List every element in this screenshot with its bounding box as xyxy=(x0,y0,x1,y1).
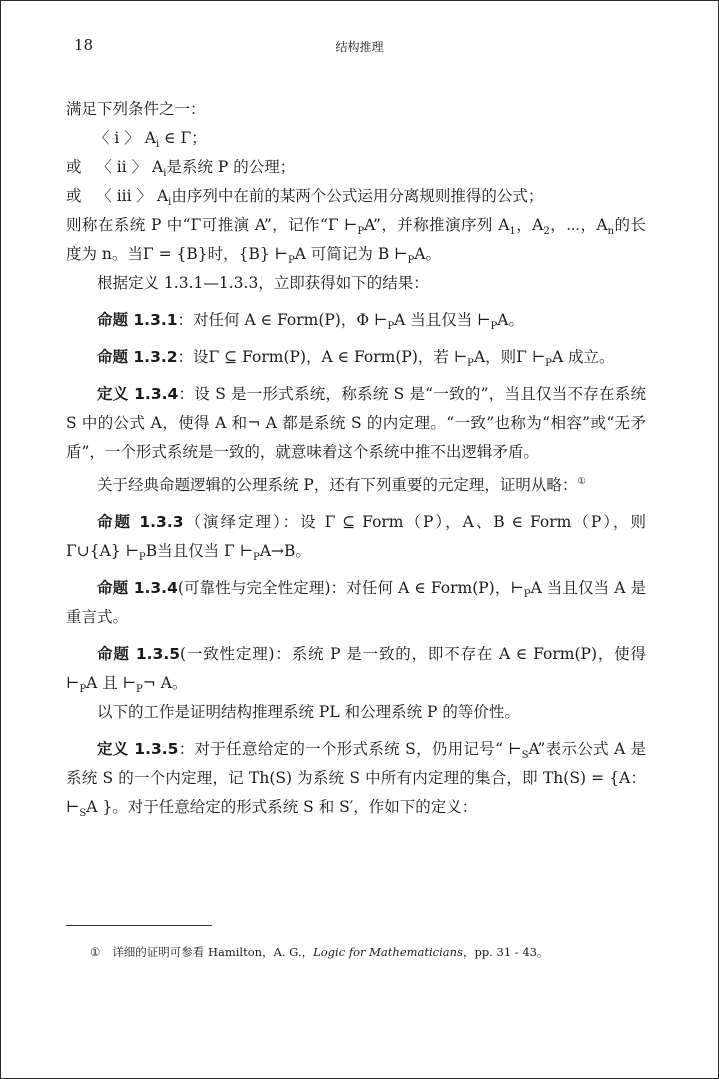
running-title: 结构推理 xyxy=(335,40,384,54)
proposition-1-3-2: 命题 1.3.2：设Γ ⊆ Form(P)，A ∈ Form(P)，若 $⊢_PA$，则Γ $⊢_PA$ 成立。 xyxy=(97,348,615,370)
proposition-1-3-3: 命题 1.3.3（演绎定理）：设 Γ ⊆ Form（P），A、B ∈ Form（P），则 Γ∪{A} $⊢_PB$当且仅当 Γ $⊢_PA\to B$。 xyxy=(66,513,646,564)
paragraph: 关于经典命题逻辑的公理系统 P，还有下列重要的元定理，证明从略：① xyxy=(97,476,586,495)
proposition-1-3-5: 命题 1.3.5(一致性定理)：系统 P 是一致的，即不存在 A ∈ Form(P)，使得 $⊢_PA$ 且 $⊢_P\neg$ A。 xyxy=(66,645,647,696)
paragraph: 根据定义 1.3.1—1.3.3，立即获得如下的结果： xyxy=(97,274,429,292)
condition-3: 或 〈 iii 〉 $A_i$由序列中在前的某两个公式运用分离规则推得的公式； xyxy=(66,187,544,209)
paragraph: 满足下列条件之一： xyxy=(66,100,206,118)
page-number: 18 xyxy=(74,36,94,54)
condition-2: 或 〈 ii 〉 $A_i$是系统 P 的公理； xyxy=(66,158,296,180)
definition-1-3-5: 定义 1.3.5：对于任意给定的一个形式系统 S，仍用记号“ $⊢_SA$”表示公式 A 是系统 S 的一个内定理，记 Th(S) 为系统 S 中所有内定理的集合，即 Th(S) = {A： $⊢_SA$ }。对于任意给定的形式系统 S 和 S′，作如下的定义： xyxy=(66,740,646,820)
footnote-book-title: Logic for Mathematicians xyxy=(313,945,463,959)
proposition-1-3-1: 命题 1.3.1：对任何 A ∈ Form(P)，Φ $⊢_PA$ 当且仅当 $⊢_PA$。 xyxy=(97,311,524,333)
footnote-pages: ，pp. 31 - 43。 xyxy=(462,945,549,959)
condition-1: 〈 i 〉 $A_i$ ∈ Γ； xyxy=(94,129,207,151)
proposition-1-3-4: 命题 1.3.4(可靠性与完全性定理)：对任何 A ∈ Form(P)，$⊢_PA$ 当且仅当 A 是重言式。 xyxy=(66,579,646,627)
footnote-mark: ① xyxy=(90,945,101,959)
paragraph: 以下的工作是证明结构推理系统 PL 和公理系统 P 的等价性。 xyxy=(97,703,520,722)
footnote-rule xyxy=(66,925,212,926)
page-body xyxy=(66,95,646,822)
footnote-text: 详细的证明可参看 Hamilton，A. G.， xyxy=(112,945,314,959)
paragraph: 则称在系统 P 中“Γ可推演 A”，记作“Γ $⊢_PA$”，并称推演序列 $A_1$，$A_2$，⋯，$A_n$的长度为 n。当Γ = {B}时，{B} $⊢_PA$ 可简记为 B $⊢_PA$。 xyxy=(66,216,646,267)
definition-1-3-4: 定义 1.3.4：设 S 是一形式系统，称系统 S 是“一致的”，当且仅当不存在系统 S 中的公式 A，使得 A 和¬ A 都是系统 S 的内定理。“一致”也称为“相容”或“无矛盾”，一个形式系统是一致的，就意味着这个系统中推不出逻辑矛盾。 xyxy=(66,385,647,461)
footnote-ref: ① xyxy=(577,476,586,487)
footnote xyxy=(90,944,650,960)
